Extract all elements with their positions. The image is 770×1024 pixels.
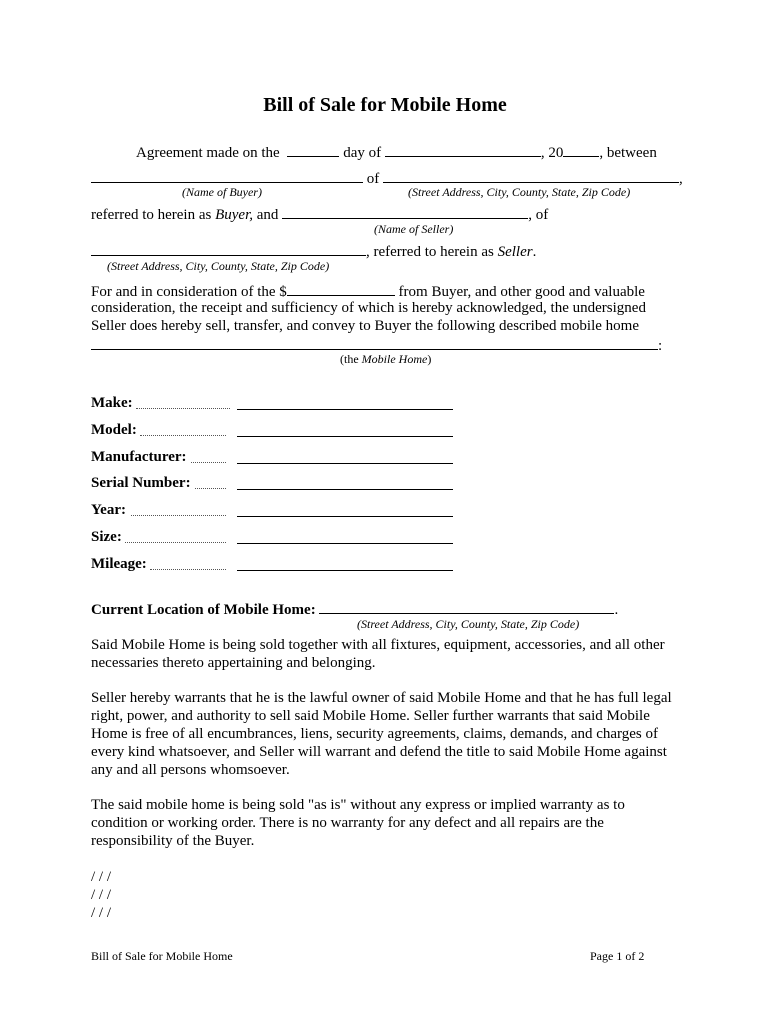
dot-leader bbox=[131, 514, 226, 516]
field-label-manufacturer: Manufacturer: bbox=[91, 449, 187, 465]
agreement-made-on-text: Agreement made on the bbox=[136, 145, 280, 161]
seller-name-blank[interactable] bbox=[282, 204, 528, 219]
day-of-text: day of bbox=[343, 145, 382, 161]
referred-seller-text: , referred to herein as bbox=[366, 244, 494, 260]
slash-marker: / / / bbox=[91, 887, 112, 903]
paragraph-fixtures: Said Mobile Home is being sold together with all fixtures, equipment, accessories, and all other necessaries thereto appertaining and belonging. bbox=[91, 637, 665, 671]
from-buyer-text: from Buyer, and other good and valuable bbox=[398, 284, 645, 300]
period-text: . bbox=[532, 244, 537, 260]
current-location-line bbox=[91, 599, 618, 619]
paragraph-as-is: The said mobile home is being sold "as is" without any express or implied warranty as to condition or working order. There is no warranty for any defect and all repairs are the responsibility of the Buyer. bbox=[91, 797, 625, 849]
referred-buyer-line bbox=[91, 204, 548, 224]
consideration-line-1 bbox=[91, 281, 645, 301]
day-blank[interactable] bbox=[287, 142, 339, 157]
manufacturer-input[interactable] bbox=[237, 462, 453, 464]
mobile-home-word: Mobile Home bbox=[361, 352, 428, 366]
consideration-line-3: Seller does hereby sell, transfer, and convey to Buyer the following described mobile home bbox=[91, 318, 639, 334]
field-label-model: Model: bbox=[91, 422, 137, 438]
of2-text: , of bbox=[528, 207, 549, 223]
location-period: . bbox=[614, 602, 619, 618]
location-address-caption: (Street Address, City, County, State, Zip Code) bbox=[357, 617, 580, 631]
current-location-blank[interactable] bbox=[319, 599, 614, 614]
field-label-year: Year: bbox=[91, 502, 126, 518]
current-location-label: Current Location of Mobile Home: bbox=[91, 602, 316, 618]
slash-marker: / / / bbox=[91, 905, 112, 921]
dot-leader bbox=[136, 407, 230, 409]
seller-address-blank[interactable] bbox=[91, 241, 366, 256]
seller-address-caption: (Street Address, City, County, State, Zip Code) bbox=[107, 259, 330, 273]
comma-text: , bbox=[679, 171, 683, 187]
consideration-text: For and in consideration of the $ bbox=[91, 284, 287, 300]
of-text: of bbox=[366, 171, 380, 187]
between-text: , between bbox=[599, 145, 657, 161]
and-text: and bbox=[256, 207, 279, 223]
close-paren: ) bbox=[427, 352, 432, 366]
slash-marker: / / / bbox=[91, 869, 112, 885]
footer-title: Bill of Sale for Mobile Home bbox=[91, 949, 233, 963]
mileage-input[interactable] bbox=[237, 569, 453, 571]
year-prefix-text: , 20 bbox=[540, 145, 564, 161]
buyer-address-caption: (Street Address, City, County, State, Zip Code) bbox=[408, 185, 631, 199]
amount-blank[interactable] bbox=[287, 281, 395, 296]
referred-text: referred to herein as bbox=[91, 207, 212, 223]
dot-leader bbox=[195, 487, 226, 489]
document-title: Bill of Sale for Mobile Home bbox=[263, 94, 507, 116]
buyer-name-blank[interactable] bbox=[91, 168, 363, 183]
name-of-buyer-caption: (Name of Buyer) bbox=[182, 185, 262, 199]
dot-leader bbox=[150, 568, 226, 570]
serial-number-input[interactable] bbox=[237, 488, 453, 490]
seller-address-line bbox=[91, 241, 536, 261]
month-blank[interactable] bbox=[385, 142, 541, 157]
field-label-mileage: Mileage: bbox=[91, 556, 147, 572]
size-input[interactable] bbox=[237, 542, 453, 544]
dot-leader bbox=[140, 434, 226, 436]
name-of-seller-caption: (Name of Seller) bbox=[374, 222, 454, 236]
model-input[interactable] bbox=[237, 435, 453, 437]
field-label-make: Make: bbox=[91, 395, 133, 411]
page-number: Page 1 of 2 bbox=[590, 949, 645, 963]
seller-word: Seller bbox=[497, 244, 533, 260]
consideration-line-2: consideration, the receipt and sufficiency of which is hereby acknowledged, the undersigned bbox=[91, 300, 646, 316]
year-input[interactable] bbox=[237, 515, 453, 517]
field-label-size: Size: bbox=[91, 529, 122, 545]
the-word: (the bbox=[340, 352, 359, 366]
colon-text: : bbox=[658, 338, 663, 354]
buyer-word: Buyer, bbox=[215, 207, 254, 223]
paragraph-warranty-of-title: Seller hereby warrants that he is the lawful owner of said Mobile Home and that he has full legal right, power, and authority to sell said Mobile Home. Seller further warrants that said Mobile Home is free of all encumbrances, liens, security agreements, claims, demands, and charges of every kind whatsoever, and Seller will warrant and defend the title to said Mobile Home against any and all persons whomsoever. bbox=[91, 690, 672, 778]
mobile-home-description-blank[interactable] bbox=[91, 335, 658, 350]
dot-leader bbox=[191, 461, 226, 463]
dot-leader bbox=[125, 541, 226, 543]
the-mobile-home-caption bbox=[340, 352, 431, 366]
field-label-serial-number: Serial Number: bbox=[91, 475, 191, 491]
make-input[interactable] bbox=[237, 408, 453, 410]
buyer-address-blank[interactable] bbox=[383, 168, 679, 183]
agreement-line bbox=[136, 142, 657, 162]
year-blank[interactable] bbox=[563, 142, 599, 157]
